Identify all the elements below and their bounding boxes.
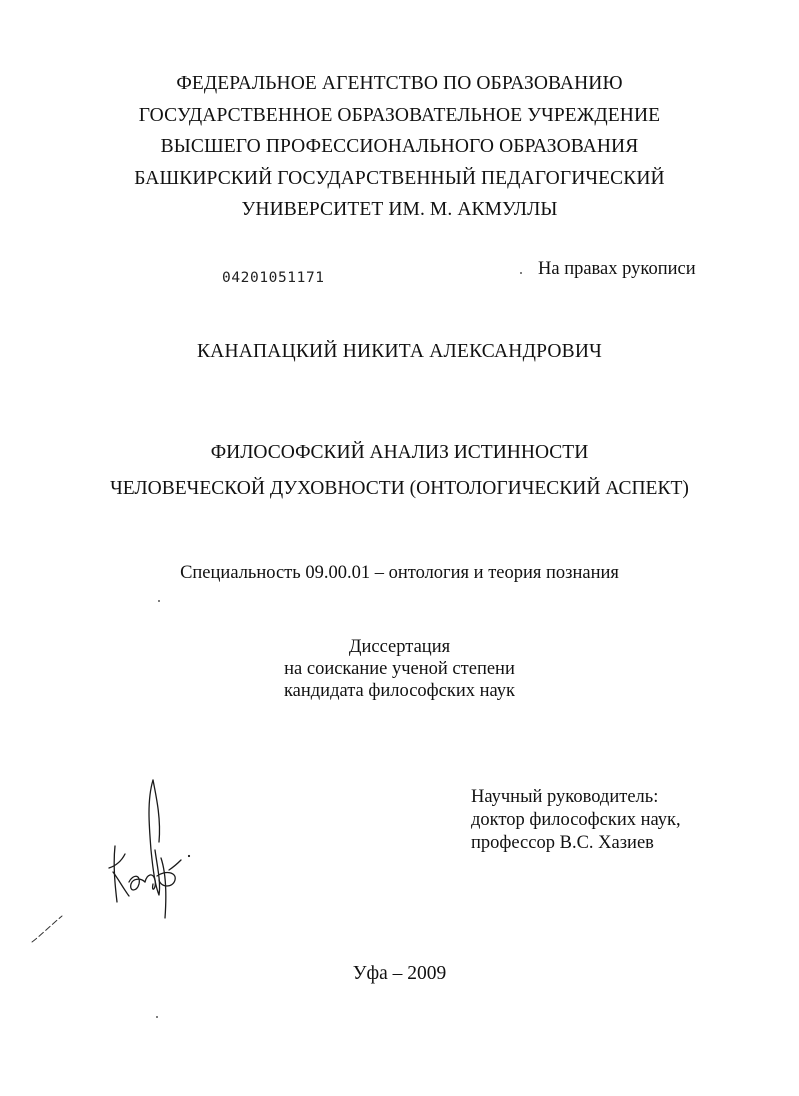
scan-speck: [158, 600, 160, 602]
author-name: КАНАПАЦКИЙ НИКИТА АЛЕКСАНДРОВИЧ: [196, 341, 603, 362]
handwritten-signature: [95, 770, 205, 960]
specialty-line: Специальность 09.00.01 – онтология и теория познания: [180, 563, 619, 583]
rights-notice: На правах рукописи: [538, 259, 696, 279]
scan-speck: [520, 272, 522, 274]
institution-line: ФЕДЕРАЛЬНОЕ АГЕНТСТВО ПО ОБРАЗОВАНИЮ: [176, 73, 623, 94]
institution-line: ВЫСШЕГО ПРОФЕССИОНАЛЬНОГО ОБРАЗОВАНИЯ: [160, 136, 639, 157]
scan-speck: [156, 1016, 158, 1018]
institution-header: [0, 68, 799, 226]
institution-line: УНИВЕРСИТЕТ ИМ. М. АКМУЛЛЫ: [241, 199, 558, 220]
institution-line: БАШКИРСКИЙ ГОСУДАРСТВЕННЫЙ ПЕДАГОГИЧЕСКИЙ: [134, 167, 665, 189]
catalog-number: 04201051171: [222, 270, 325, 286]
title-line: ФИЛОСОФСКИЙ АНАЛИЗ ИСТИННОСТИ: [210, 442, 589, 463]
degree-line: Диссертация: [348, 637, 451, 657]
supervisor-line: профессор В.С. Хазиев: [471, 833, 654, 853]
title-line: ЧЕЛОВЕЧЕСКОЙ ДУХОВНОСТИ (ОНТОЛОГИЧЕСКИЙ АСПЕКТ): [110, 478, 689, 499]
degree-line: на соискание ученой степени: [284, 659, 515, 679]
dissertation-title: [0, 435, 799, 507]
supervisor-block: [471, 786, 681, 855]
pen-stroke-mark: [28, 912, 68, 946]
city-year: Уфа – 2009: [352, 963, 447, 984]
supervisor-line: доктор философских наук,: [471, 810, 681, 830]
degree-line: кандидата философских наук: [283, 681, 516, 701]
institution-line: ГОСУДАРСТВЕННОЕ ОБРАЗОВАТЕЛЬНОЕ УЧРЕЖДЕНИЕ: [138, 104, 661, 126]
degree-statement: [0, 636, 799, 702]
supervisor-line: Научный руководитель:: [471, 787, 659, 807]
